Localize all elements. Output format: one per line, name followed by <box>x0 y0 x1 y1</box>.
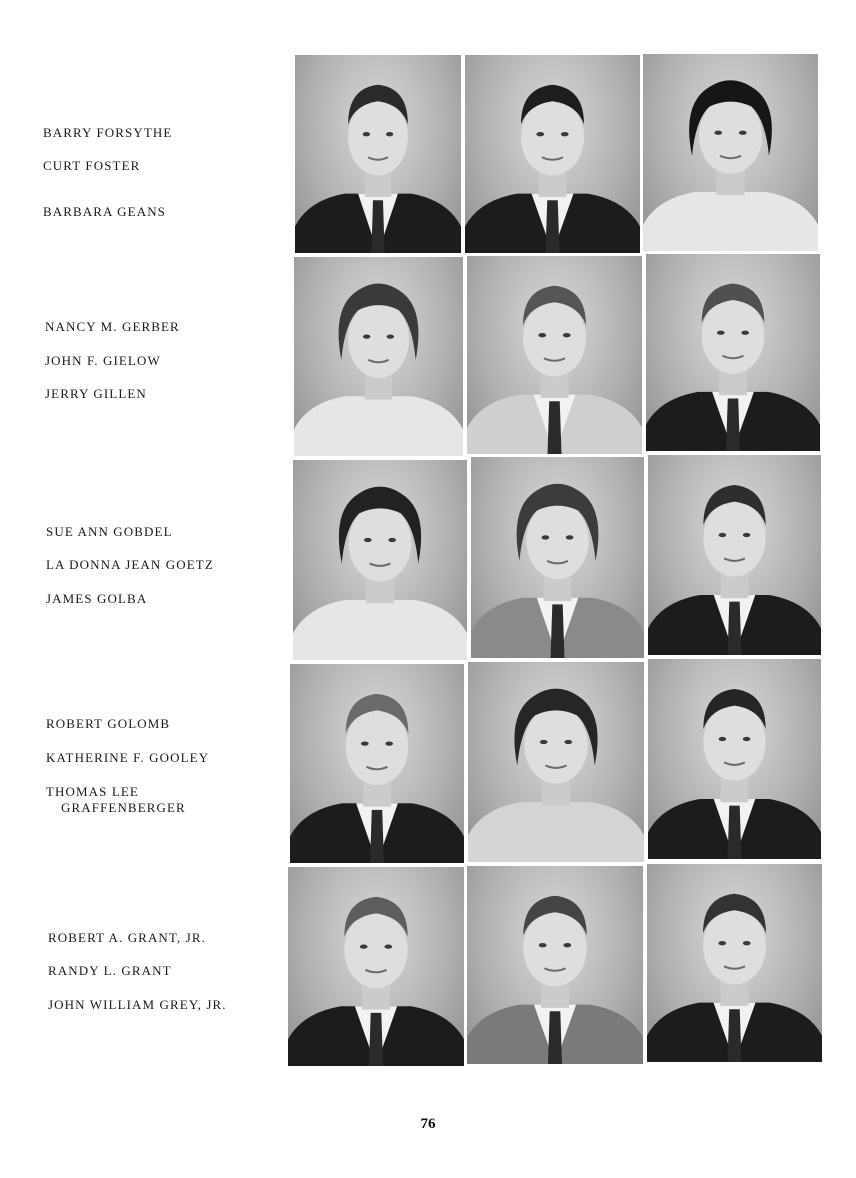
student-portrait-photo <box>468 662 644 862</box>
student-portrait-photo <box>643 54 818 251</box>
student-portrait-photo <box>648 455 821 655</box>
student-name: NANCY M. GERBER <box>45 319 180 334</box>
student-name: ROBERT A. GRANT, JR. <box>48 930 206 945</box>
student-portrait-photo <box>290 664 464 863</box>
page-number: 76 <box>420 1116 436 1132</box>
student-portrait-photo <box>471 457 644 658</box>
student-name: JERRY GILLEN <box>45 386 147 401</box>
student-portrait-photo <box>648 659 821 859</box>
student-name-continued: GRAFFENBERGER <box>61 800 186 815</box>
student-name: THOMAS LEE <box>46 784 139 799</box>
student-name: KATHERINE F. GOOLEY <box>46 750 210 765</box>
student-name: JOHN F. GIELOW <box>45 353 161 368</box>
student-name: ROBERT GOLOMB <box>46 716 171 731</box>
student-name: CURT FOSTER <box>43 158 141 173</box>
student-name: JAMES GOLBA <box>46 591 148 606</box>
student-portrait-photo <box>646 254 820 451</box>
student-portrait-photo <box>467 256 642 454</box>
student-name: SUE ANN GOBDEL <box>46 524 173 539</box>
student-name: LA DONNA JEAN GOETZ <box>46 557 214 572</box>
student-portrait-photo <box>647 864 822 1062</box>
student-name: BARRY FORSYTHE <box>43 125 173 140</box>
student-portrait-photo <box>288 867 464 1066</box>
student-name: BARBARA GEANS <box>43 204 167 219</box>
student-portrait-photo <box>295 55 461 253</box>
student-portrait-photo <box>293 460 467 660</box>
student-name: RANDY L. GRANT <box>48 963 172 978</box>
student-name: JOHN WILLIAM GREY, JR. <box>48 997 227 1012</box>
student-portrait-photo <box>294 257 463 456</box>
student-portrait-photo <box>465 55 640 253</box>
student-portrait-photo <box>467 866 643 1064</box>
